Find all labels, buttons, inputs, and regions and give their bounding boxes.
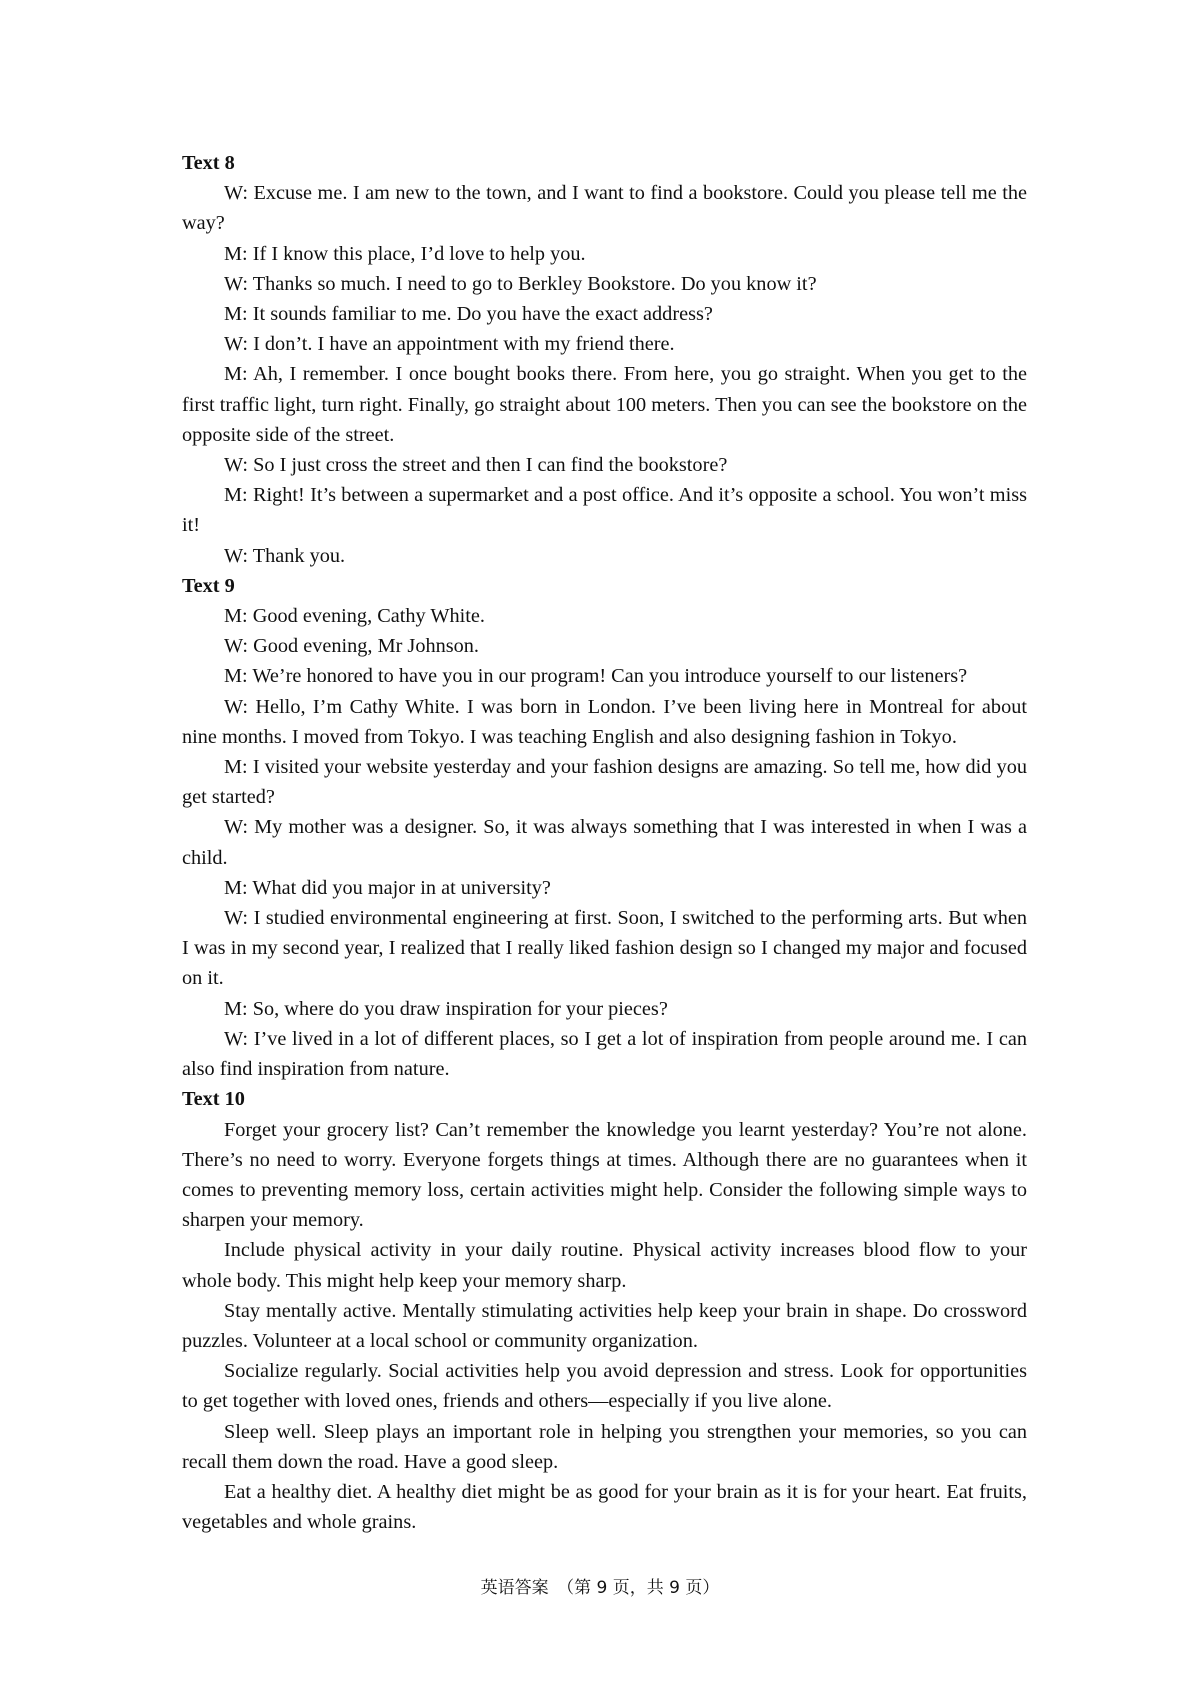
paragraph: W: I don’t. I have an appointment with my friend there.: [224, 333, 675, 356]
paragraph: M: Ah, I remember. I once bought books there. From here, you go straight. When you get to the first traffic light, turn right. Finally, go straight about 100 meters. Then you can see the bookstore on the opposite side of the street.: [182, 363, 1027, 446]
paragraph: M: We’re honored to have you in our program! Can you introduce yourself to our listeners?: [224, 665, 968, 688]
section-heading: Text 9: [182, 574, 235, 597]
paragraph: Eat a healthy diet. A healthy diet might be as good for your brain as it is for your heart. Eat fruits, vegetables and whole grains.: [182, 1480, 1027, 1534]
paragraph: W: My mother was a designer. So, it was always something that I was interested in when I was a child.: [182, 816, 1027, 869]
paragraph: W: Hello, I’m Cathy White. I was born in London. I’ve been living here in Montreal for about nine months. I moved from Tokyo. I was teaching English and also designing fashion in Tokyo.: [182, 695, 1027, 748]
paragraph: M: So, where do you draw inspiration for your pieces?: [224, 997, 668, 1020]
paragraph: M: If I know this place, I’d love to help you.: [224, 242, 586, 265]
paragraph: W: Thanks so much. I need to go to Berkley Bookstore. Do you know it?: [224, 272, 817, 295]
section: [182, 1084, 1027, 1537]
paragraph: Sleep well. Sleep plays an important role in helping you strengthen your memories, so you can recall them down the road. Have a good sleep.: [182, 1420, 1027, 1473]
paragraph: M: It sounds familiar to me. Do you have the exact address?: [224, 303, 713, 326]
paragraph: Stay mentally active. Mentally stimulating activities help keep your brain in shape. Do crossword puzzles. Volunteer at a local school or community organization.: [182, 1299, 1027, 1352]
paragraph: Include physical activity in your daily routine. Physical activity increases blood flow to your whole body. This might help keep your memory sharp.: [182, 1239, 1027, 1292]
section-heading: Text 10: [182, 1088, 245, 1111]
paragraph: M: What did you major in at university?: [224, 876, 551, 899]
paragraph: M: I visited your website yesterday and your fashion designs are amazing. So tell me, how did you get started?: [182, 756, 1027, 809]
paragraph: W: I studied environmental engineering at first. Soon, I switched to the performing arts. But when I was in my second year, I realized that I really liked fashion design so I changed my major and focused on it.: [182, 907, 1027, 990]
paragraph: W: Excuse me. I am new to the town, and I want to find a bookstore. Could you please tell me the way?: [182, 182, 1027, 235]
paragraph: W: Good evening, Mr Johnson.: [224, 635, 479, 658]
section: [182, 571, 1027, 1084]
document-body: [182, 148, 1027, 1537]
paragraph: M: Right! It’s between a supermarket and a post office. And it’s opposite a school. You won’t miss it!: [182, 484, 1027, 537]
page-footer: 英语答案 （第 9 页，共 9 页）: [480, 1578, 720, 1598]
section: [182, 148, 1027, 571]
paragraph: W: So I just cross the street and then I can find the bookstore?: [224, 454, 728, 477]
paragraph: Forget your grocery list? Can’t remember the knowledge you learnt yesterday? You’re not alone. There’s no need to worry. Everyone forgets things at times. Although there are no guarantees when it comes to preventing memory loss, certain activities might help. Consider the following simple ways to sharpen your memory.: [182, 1118, 1027, 1232]
paragraph: Socialize regularly. Social activities help you avoid depression and stress. Look for opportunities to get together with loved ones, friends and others—especially if you live alone.: [182, 1360, 1027, 1413]
paragraph: M: Good evening, Cathy White.: [224, 605, 485, 628]
paragraph: W: Thank you.: [224, 544, 346, 567]
section-heading: Text 8: [182, 152, 235, 174]
paragraph: W: I’ve lived in a lot of different places, so I get a lot of inspiration from people around me. I can also find inspiration from nature.: [182, 1027, 1027, 1081]
